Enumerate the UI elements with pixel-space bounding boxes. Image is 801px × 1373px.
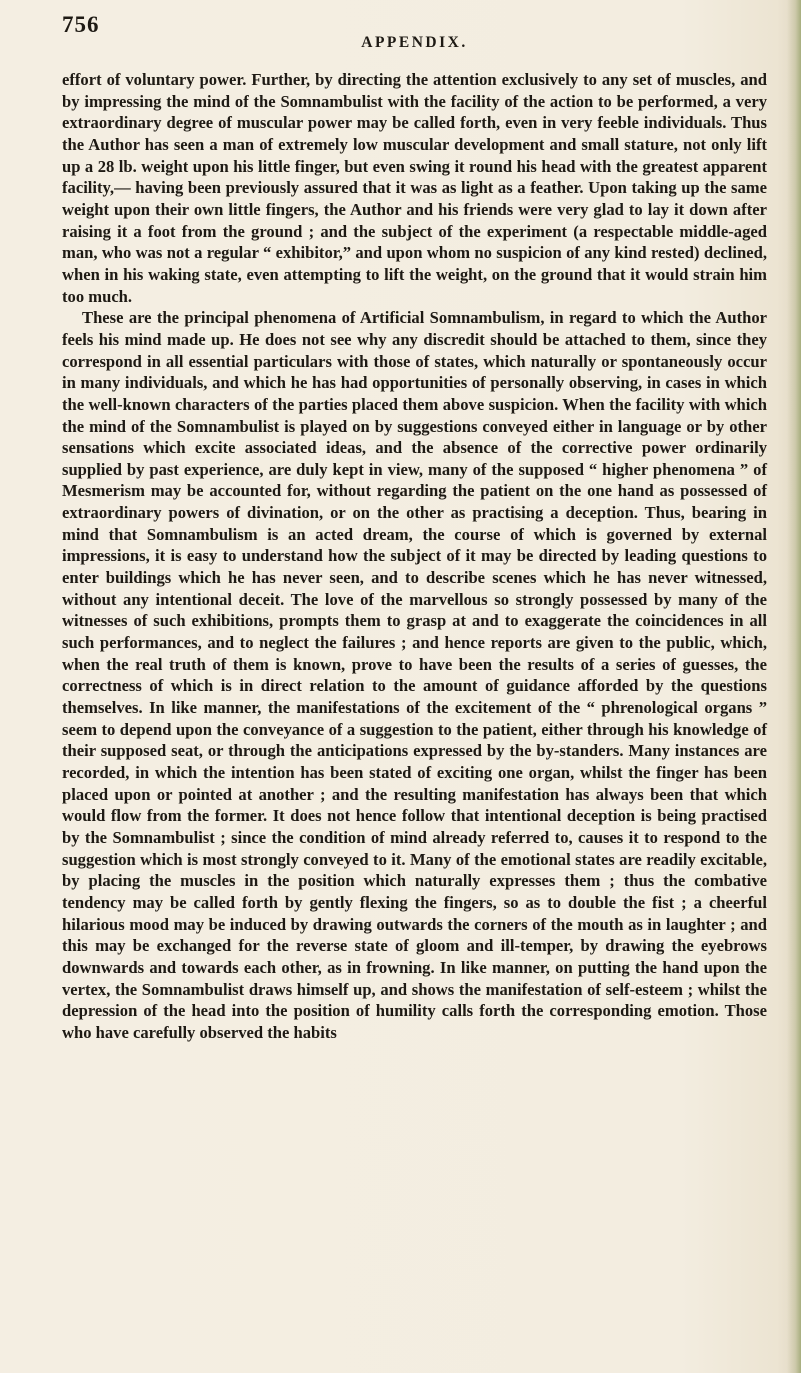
page-edge	[787, 0, 801, 1373]
paragraph-1: effort of voluntary power. Further, by directing the attention exclusively to any set of muscles, and by impressing the mind of the Somnambulist with the facility of the action to be performed, a very extraordinary degree of muscular power may be called forth, even in very feeble individuals. Thus the Author has seen a man of extremely low muscular development and small stature, not only lift up a 28 lb. weight upon his little finger, but even swing it round his head with the greatest apparent facility,— having been previously assured that it was as light as a feather. Upon taking up the same weight upon their own little fingers, the Author and his friends were very glad to lay it down after raising it a foot from the ground ; and the subject of the experiment (a respectable middle-aged man, who was not a regular “ exhibitor,” and upon whom no suspicion of any kind rested) declined, when in his waking state, even attempting to lift the weight, on the ground that it would strain him too much.	[62, 70, 767, 306]
page-header	[62, 12, 767, 51]
running-head: APPENDIX.	[361, 34, 468, 51]
body-text	[62, 69, 767, 1044]
paragraph-2: These are the principal phenomena of Artificial Somnambulism, in regard to which the Author feels his mind made up. He does not see why any discredit should be attached to them, since they correspond in all essential particulars with those of states, which naturally or spontaneously occur in many individuals, and which he has had opportunities of personally observing, in cases in which the well-known characters of the parties placed them above suspicion. When the facility with which the mind of the Somnambulist is played on by suggestions conveyed either in language or by other sensations which excite associated ideas, and the absence of the corrective power ordinarily supplied by past experience, are duly kept in view, many of the supposed “ higher phenomena ” of Mesmerism may be accounted for, without regarding the patient on the one hand as possessed of extraordinary powers of divination, or on the other as practising a deception. Thus, bearing in mind that Somnambulism is an acted dream, the course of which is governed by external impressions, it is easy to understand how the subject of it may be directed by leading questions to enter buildings which he has never seen, and to describe scenes which he has never witnessed, without any intentional deceit. The love of the marvellous so strongly possessed by many of the witnesses of such exhibitions, prompts them to grasp at and to exaggerate the coincidences in all such performances, and to neglect the failures ; and hence reports are given to the public, which, when the real truth of them is known, prove to have been the results of a series of guesses, the correctness of which is in direct relation to the amount of guidance afforded by the questions themselves. In like manner, the manifestations of the excitement of the “ phrenological organs ” seem to depend upon the conveyance of a suggestion to the patient, either through his knowledge of their supposed seat, or through the anticipations expressed by the by-standers. Many instances are recorded, in which the intention has been stated of exciting one organ, whilst the finger has been placed upon or pointed at another ; and the resulting manifestation has always been that which would flow from the former. It does not hence follow that intentional deception is being practised by the Somnambulist ; since the condition of mind already referred to, causes it to respond to the suggestion which is most strongly conveyed to it. Many of the emotional states are readily excitable, by placing the muscles in the position which naturally expresses them ; thus the combative tendency may be called forth by gently flexing the fingers, so as to double the fist ; a cheerful hilarious mood may be induced by drawing outwards the corners of the mouth as in laughter ; and this may be exchanged for the reverse state of gloom and ill-temper, by drawing the eyebrows downwards and towards each other, as in frowning. In like manner, on putting the hand upon the vertex, the Somnambulist draws himself up, and shows the manifestation of self-esteem ; whilst the depression of the head into the position of humility calls forth the corresponding emotion. Those who have carefully observed the habits	[62, 308, 767, 1042]
page-number: 756	[62, 12, 100, 37]
